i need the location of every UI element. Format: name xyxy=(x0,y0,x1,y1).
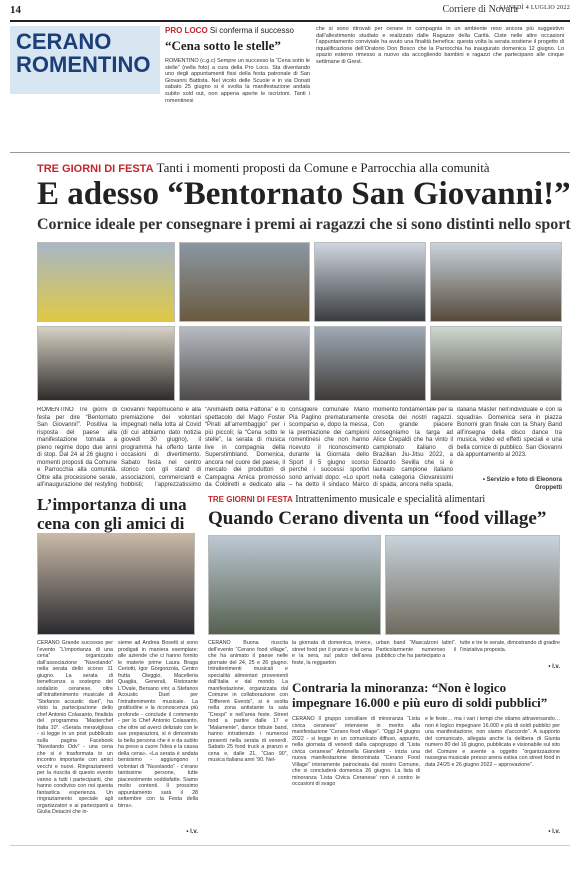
photo-mayor-award xyxy=(37,326,175,401)
cerano-byline: • l.v. xyxy=(186,829,198,835)
photo-mayor-child xyxy=(179,326,310,401)
food-col4: tutte e tre le serate, dimostrando di gradire l’iniziativa proposta. xyxy=(460,640,560,653)
top-story-headline: “Cena sotto le stelle” xyxy=(165,38,281,53)
food-col3: urban band “Mascalzoni latini”. Particolarmente numeroso il pubblico che ha partecipato a xyxy=(376,640,456,659)
photo-award-group xyxy=(37,242,175,322)
main-story-col3: “Animaletti della Fattoria” e lo spettacolo del Mago Foster “Pirati all’arrembaggio” per i più piccoli; la “Cena sotto le stelle”, la serata di musica live in compagnia della Superstimbland. Domenica, ancora nel cuore del paese, il mercato dei produttori di Campagna Amica promosso da Coldiretti e dedicato alla xyxy=(205,407,285,488)
top-story-col2: che si sono ritrovati per cenare in compagnia in un ambiente reso ancora più suggestivo dall’allestimento studiato e realizzato dalle Ragazze della Carità. Ciste nelle altre occasioni l’appuntamento conviviale ha avuto una finalità benefica: questa volta la serata sostiene il progetto di riqualificazione dell’Oratorio Don Bosco che la Parrocchia ha inaugurato domenica 12 giugno. Lo spazio esterno rimesso a nuovo sta accogliendo bambini e ragazzi che partecipano alle cinque settimane di Grest. xyxy=(316,26,564,65)
food-kicker-rest: Intrattenimento musicale e specialità alimentari xyxy=(295,494,486,505)
food-byline: • l.v. xyxy=(548,664,560,670)
main-story-col2: Giovanni Nepomuceno e alla premiazione dei volontari impegnati nella lotta al Covid (di cui abbiamo dato notizia giovedì 30 giugno), il programma ha offerto tante occasioni di divertimento. Sabato festa nel centro storico con gli stand di associazioni, commercianti e hobbisti; l’apprezzatissimo xyxy=(121,407,201,488)
divider xyxy=(10,152,570,153)
photo-stage-crowd xyxy=(179,242,310,322)
cerano-headline: L’importanza di una cena con gli amici di xyxy=(37,495,187,533)
food-kicker: TRE GIORNI DI FESTA xyxy=(208,495,293,504)
photo-horse-riders xyxy=(430,326,562,401)
food-kicker-line xyxy=(208,494,485,505)
food-col1: CERANO Buona riuscita dell’evento “Cerano food village”, che ha animato il paese nelle giornate del 24, 25 e 26 giugno. Intrattenimenti musicali e specialità alimentari provenienti dall’Italia e dal mondo. La manifestazione, organizzata dal Comune in collaborazione con “Different Events”, si è svolta nella zona antistante la sala “Crespi” e nell’area feste. Street food a partire dalle 17 e “Malamente”, dance tribute band, hanno intrattenuto i numerosi presenti nella serata di venerdì. Sabato 25 food truck a pranzo e cena e, dalle 21, “Ciao 90”, musica italiana anni ’90. Nel- xyxy=(208,640,288,763)
cerano-col2: sieme ad Andrea Bosetti si sono prodigati in maniera esemplare; alle aziende che ci hanno fornito le materie prime Laura Braga Ceriotti, Igor Gorgonzola, Centro frutta Oleggio, Macelleria Quaglia, Generali, Ristorante L’Ovale, Bersano vini; a Stefanos Acoustic Duet per l’intrattenimento musicale. La gratitudine e la riconoscenza più profonde - conclude il commento - per lo Chef Antonio Colasanto, che oltre ad averci deliziato con le sue preparazioni, si è dimostrato la bella persona che è e da subito ha preso a cuore l’idea e la causa della cena». «La serata è andata benissimo - aggiungono i volontari di “Nuvolando” - c’erano tantissime persone, tutte piacevolmente soddisfatte. Siamo molto contenti. Il prossimo appuntamento sarà il 28 settembre con la Festa della birra». xyxy=(118,640,198,809)
main-story-kicker-rest: Tanti i momenti proposti da Comune e Parrocchia alla comunità xyxy=(156,160,490,175)
photo-nuvolando-group xyxy=(37,533,195,635)
minority-headline: Contraria la minoranza: “Non è logico impegnare 16.000 e più euro di soldi pubblici” xyxy=(292,680,548,710)
cerano-col1: CERANO Grande successo per l’evento “L’importanza di una cena” organizzato dall’associazione “Nuvolando” nella serata dello scorso 11 giugno. La serata di beneficenza a sostegno del sodalizio ceranese, oltre all’intrattenimento musicale di “Stefanos acoustic duet”, ha visto la partecipazione dello chef Antonio Colasanto, finalista del programma “Masterchef Italia 10”. «Serata meravigliosa - si legge in un post pubblicato sulla pagina Facebook “Nuvolando Odv” - una cena che si è trasformata in un incontro importante con amici vecchi e nuovi. Ringraziamenti per la riuscita di questo evento vanno a tutti i partecipanti, che hanno condiviso con noi questa fantastica esperienza. Un ringraziamento speciale agli organizzatori e ai partecipanti a Giulia Deiacini che in- xyxy=(37,640,113,815)
main-story-kicker: TRE GIORNI DI FESTA xyxy=(37,163,154,175)
top-story-header xyxy=(165,26,310,112)
main-story-credit: • Servizio e foto di Eleonora Groppetti xyxy=(482,477,562,491)
photo-food-stands xyxy=(385,535,560,635)
food-col2: la giornata di domenica, invece, street food per il pranzo e la cena e la sera, sul palco dell’area feste, la reggaeton xyxy=(292,640,372,666)
section-brand xyxy=(10,26,160,94)
main-headline: E adesso “Bentornato San Giovanni!” xyxy=(37,176,571,212)
main-deck: Cornice ideale per consegnare i premi ai ragazzi che si sono distinti nello sport xyxy=(37,216,571,233)
main-story-col4: consigliere comunale Mario Pia Paglino prematuramente scomparso e, dopo la messa, la premiazione dei campioni romentinesi che non hanno ricevuto il riconoscimento durante la Giornata dello Sport il 5 giugno scorso perché i successi sportivi sono arrivati dopo: «Lo sport – ha detto il sindaco Marco xyxy=(289,407,369,488)
page-number: 14 xyxy=(10,4,21,16)
header-rule xyxy=(10,20,570,22)
photo-food-village-night xyxy=(208,535,381,635)
issue-date: LUNEDÌ 4 LUGLIO 2022 xyxy=(499,5,570,11)
photo-award-winners xyxy=(430,242,562,322)
main-story-kicker-line xyxy=(37,160,490,176)
footer-rule xyxy=(10,845,570,846)
top-story-kicker: PRO LOCO xyxy=(165,26,208,35)
section-brand-line: ROMENTINO xyxy=(16,52,151,77)
minority-col1: CERANO Il gruppo consiliare di minoranza “Lista civica ceranese” interviene in merito alla manifestazione “Cerano food village”. “Oggi 24 giugno 2022 - si legge in un comunicato diffuso, appunto, nella giornata di venerdì dalla capogruppo di “Lista civica ceranese” Antonella Gianoletti - inizia una nuova manifestazione denominata “Cerano Food Village” interamente patrocinata dal nostro Comune, che si concluderà domenica 26 giugno. La lista di minoranza ‘Lista Civica Ceranese’ non è contro le occasioni di svago xyxy=(292,716,420,787)
minority-byline: • l.v. xyxy=(548,829,560,835)
photo-award-ceremony xyxy=(314,242,426,322)
publication-name: Corriere di Novara xyxy=(442,4,518,15)
top-story-col1: ROMENTINO (c.g.c) Sempre un successo la “Cena sotto le stelle” (nella foto) a cura della Pro Loco. Sta diventando uno degli appuntamenti fissi della festa patronale di San Giovanni Battista. Nel vicolo delle Scuole e in via Donati sabato 25 giugno si è svolta la manifestazione andata subito sold out, non appena aperte le iscrizioni. Tanti i romentinesi xyxy=(165,58,310,104)
top-story-kicker-rest: Si conferma il successo xyxy=(209,26,294,35)
food-headline: Quando Cerano diventa un “food village” xyxy=(208,508,547,529)
main-story-col1: ROMENTINO Tre giorni di festa per dire “Bentornato San Giovanni!”. Positiva la risposta del paese alla manifestazione tornata a pieno regime dopo due anni di stop. Dal 24 al 26 giugno i momenti proposti da Comune e Parrocchia alla comunità. Oltre alla processione serale, all’inaugurazione del restyling xyxy=(37,407,117,488)
section-brand-line: CERANO xyxy=(16,29,112,54)
main-story-col6: italiana Master nell’individuale e con la squadra». Domenica sera in piazza Bonomi gran finale con la Shary Band all’insegna della disco dance tra musica, video ed effetti speciali e una bella cornice di pubblico. San Giovanni dà appuntamento al 2023. xyxy=(457,407,562,458)
photo-mayor-group xyxy=(314,326,426,401)
minority-col2: e le feste… ma i vari i tempi che stiamo attraversando…non è logico impegnare 16.000 e più di soldi pubblici per una manifestazione, non siamo d’accordo”. A supporto del comunicato, allegata anche la delibera di Giunta numero 80 del 16 giugno, pubblicata e visionabile sul sito del Comune e avente a oggetto “organizzazione rassegna musicale presso arena estiva con street food in data 24/25 e 26 giugno 2022 – approvazione”. xyxy=(425,716,560,768)
main-story-col5: momento fondamentale per la crescita dei nostri ragazzi. Con grande piacere consegniamo la targa ad Alice Crepaldi che ha vinto il campionato italiano di Brazilian Jiu-Jitsu 2022, a Edoardo Sevilla che si è laureato campione italiano nella categoria Giovanissimi di spada, ancora nella spada, xyxy=(373,407,453,488)
